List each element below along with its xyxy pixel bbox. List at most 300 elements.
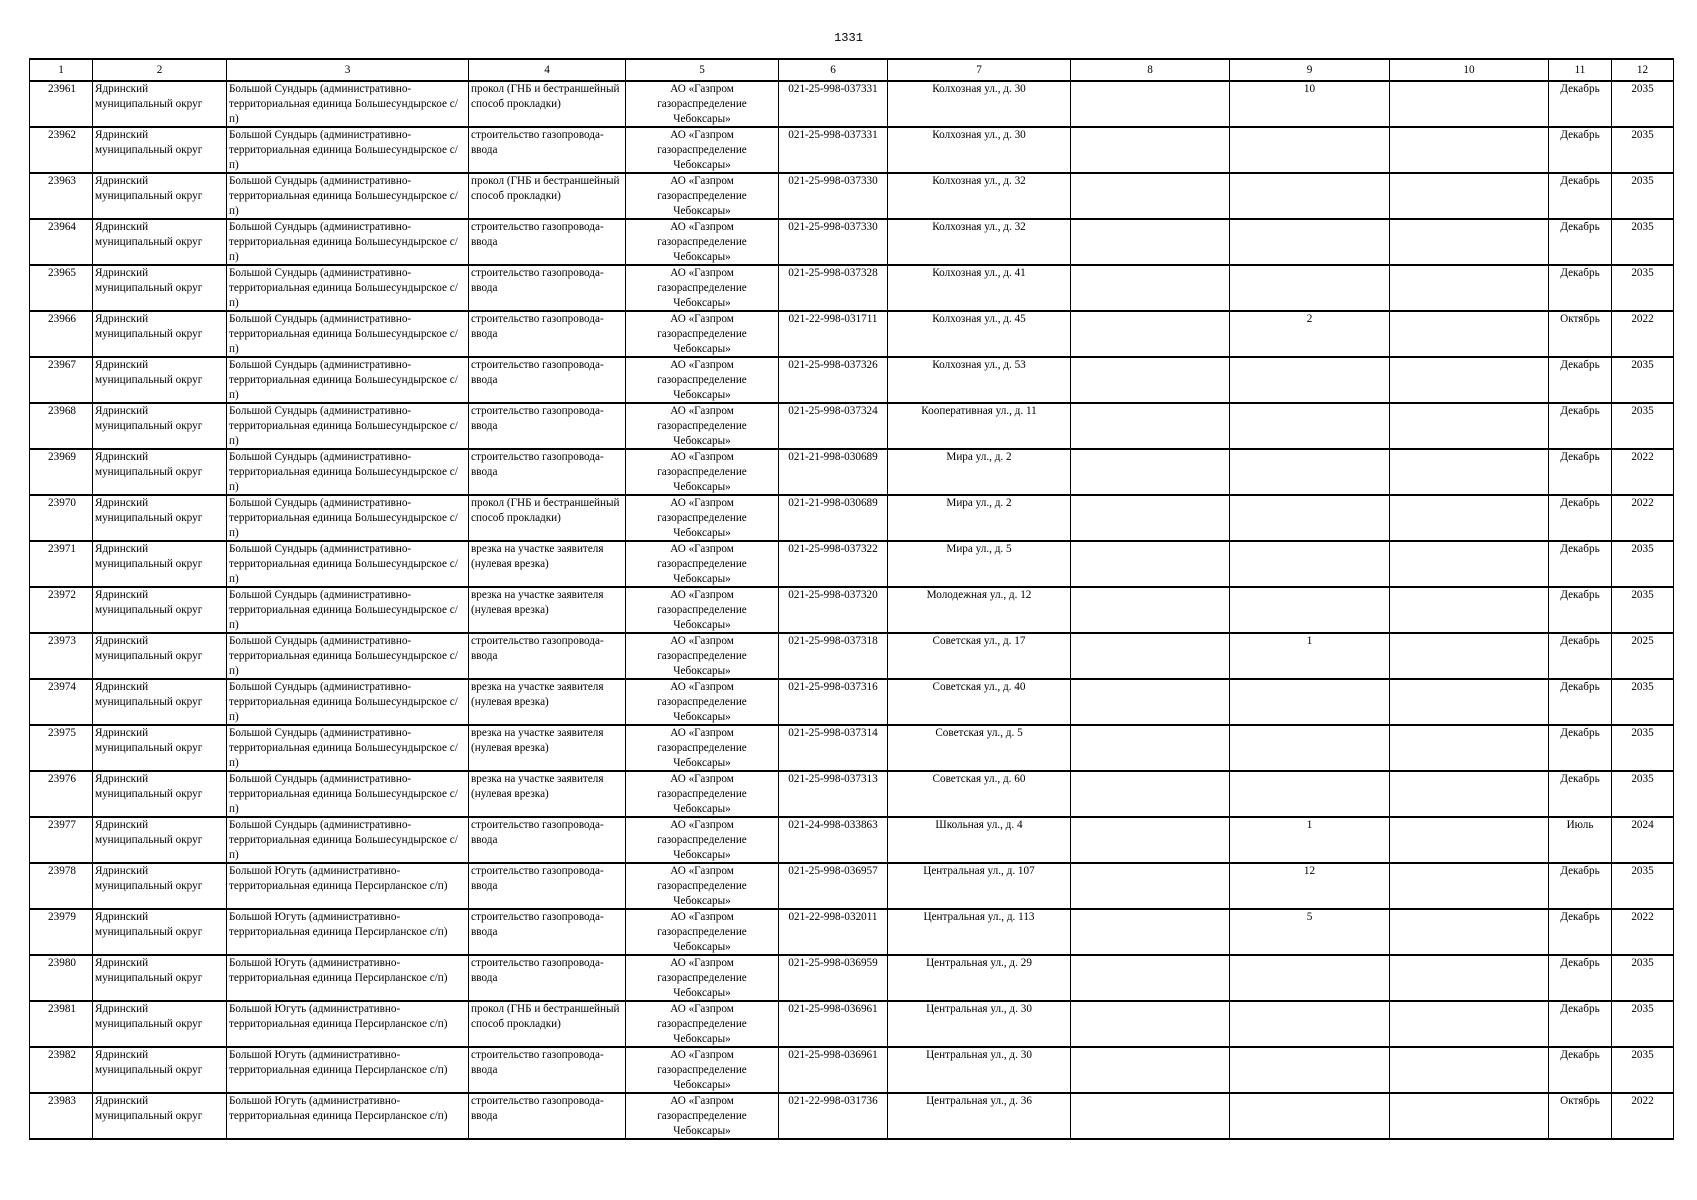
cell-district [93, 587, 227, 633]
cell-month [1549, 541, 1612, 587]
table-row [30, 725, 1674, 771]
cell-address [888, 127, 1071, 173]
cell-col-8 [1071, 909, 1230, 955]
cell-text: Большой Сундырь (административно-территориальная единица Большесундырское с/п) [229, 773, 458, 815]
cell-text [1232, 542, 1387, 586]
cell-object-code [779, 127, 888, 173]
cell-text: Ядринский муниципальный округ [95, 957, 203, 984]
cell-text [1073, 818, 1227, 862]
cell-text: 1 [1306, 819, 1313, 831]
cell-text: Центральная ул., д. 107 [923, 865, 1035, 877]
cell-text: Ядринский муниципальный округ [95, 83, 203, 110]
cell-object-code [779, 955, 888, 1001]
cell-work-type [469, 817, 626, 863]
cell-address [888, 173, 1071, 219]
cell-year [1612, 495, 1674, 541]
cell-text [1073, 542, 1227, 586]
cell-object-code [779, 357, 888, 403]
cell-object-code [779, 1047, 888, 1093]
cell-text: Декабрь [1560, 865, 1600, 877]
cell-organization [626, 449, 779, 495]
cell-text [1392, 220, 1546, 264]
cell-district [93, 265, 227, 311]
cell-text: АО «Газпром газораспределение Чебоксары» [657, 681, 747, 723]
cell-text: Ядринский муниципальный округ [95, 635, 203, 662]
cell-object-code [779, 679, 888, 725]
cell-text: строительство газопровода-ввода [471, 221, 604, 248]
cell-object-code [779, 1093, 888, 1139]
cell-text [1232, 496, 1387, 540]
cell-text: Декабрь [1560, 129, 1600, 141]
cell-object-code [779, 863, 888, 909]
cell-district [93, 725, 227, 771]
table-row [30, 357, 1674, 403]
cell-text [1073, 772, 1227, 816]
cell-month [1549, 633, 1612, 679]
cell-text: 23973 [48, 635, 76, 647]
cell-text: 1 [1306, 635, 1313, 647]
cell-text: 021-25-998-037324 [788, 405, 878, 417]
cell-object-code [779, 771, 888, 817]
cell-text: Центральная ул., д. 113 [923, 911, 1035, 923]
cell-text: 23979 [48, 911, 76, 923]
cell-text: 2035 [1631, 957, 1654, 969]
cell-object-code [779, 311, 888, 357]
cell-address [888, 311, 1071, 357]
cell-text [1232, 588, 1387, 632]
cell-text: Ядринский муниципальный округ [95, 129, 203, 156]
table-row [30, 1093, 1674, 1139]
cell-text: 021-22-998-032011 [788, 911, 878, 923]
cell-text: 2035 [1631, 175, 1654, 187]
cell-district [93, 1047, 227, 1093]
table-row [30, 679, 1674, 725]
cell-text: 021-22-998-031711 [788, 313, 878, 325]
table-row [30, 311, 1674, 357]
cell-row-number [30, 817, 93, 863]
cell-text [1232, 220, 1387, 264]
cell-text: Колхозная ул., д. 32 [932, 175, 1026, 187]
cell-settlement [227, 311, 469, 357]
cell-col-8 [1071, 817, 1230, 863]
table-row [30, 541, 1674, 587]
cell-col-10 [1390, 541, 1549, 587]
cell-text: Ядринский муниципальный округ [95, 911, 203, 938]
cell-year [1612, 725, 1674, 771]
cell-text [1073, 588, 1227, 632]
cell-year [1612, 587, 1674, 633]
cell-text: 2035 [1631, 543, 1654, 555]
cell-month [1549, 449, 1612, 495]
cell-text: 23970 [48, 497, 76, 509]
cell-col-8 [1071, 771, 1230, 817]
cell-row-number [30, 265, 93, 311]
cell-text: Большой Югуть (административно-территориальная единица Персирланское с/п) [229, 865, 448, 892]
cell-text [1232, 1048, 1387, 1092]
cell-text: 2022 [1631, 911, 1654, 923]
cell-address [888, 863, 1071, 909]
cell-month [1549, 817, 1612, 863]
cell-year [1612, 817, 1674, 863]
cell-year [1612, 771, 1674, 817]
cell-text: Декабрь [1560, 221, 1600, 233]
cell-work-type [469, 633, 626, 679]
cell-text: врезка на участке заявителя (нулевая врезка) [471, 773, 604, 800]
cell-text: Советская ул., д. 5 [935, 727, 1023, 739]
cell-text: 2035 [1631, 727, 1654, 739]
cell-work-type [469, 725, 626, 771]
cell-settlement [227, 1047, 469, 1093]
table-row [30, 219, 1674, 265]
cell-text: 5 [1306, 911, 1313, 923]
cell-month [1549, 587, 1612, 633]
cell-work-type [469, 127, 626, 173]
cell-text: строительство газопровода-ввода [471, 635, 604, 662]
cell-text [1073, 266, 1227, 310]
cell-text: 2035 [1631, 773, 1654, 785]
cell-text: АО «Газпром газораспределение Чебоксары» [657, 957, 747, 999]
header-row [30, 59, 1674, 81]
cell-text [1232, 266, 1387, 310]
cell-organization [626, 863, 779, 909]
cell-address [888, 1001, 1071, 1047]
cell-col-9 [1230, 863, 1390, 909]
cell-text: 2035 [1631, 129, 1654, 141]
cell-col-8 [1071, 587, 1230, 633]
cell-col-10 [1390, 1047, 1549, 1093]
cell-text: Декабрь [1560, 83, 1600, 95]
cell-year [1612, 1047, 1674, 1093]
cell-text: Декабрь [1560, 359, 1600, 371]
cell-settlement [227, 541, 469, 587]
cell-text: 021-25-998-037316 [788, 681, 878, 693]
cell-text: Мира ул., д. 2 [946, 451, 1012, 463]
cell-work-type [469, 541, 626, 587]
cell-text: строительство газопровода-ввода [471, 359, 604, 386]
cell-col-8 [1071, 265, 1230, 311]
cell-address [888, 725, 1071, 771]
cell-col-8 [1071, 173, 1230, 219]
column-header: 8 [1071, 59, 1230, 81]
cell-object-code [779, 173, 888, 219]
cell-text: Колхозная ул., д. 53 [932, 359, 1026, 371]
cell-year [1612, 173, 1674, 219]
column-header: 12 [1612, 59, 1674, 81]
table-row [30, 1047, 1674, 1093]
cell-text: Советская ул., д. 40 [932, 681, 1026, 693]
cell-text: Советская ул., д. 17 [932, 635, 1026, 647]
cell-text: строительство газопровода-ввода [471, 451, 604, 478]
cell-col-8 [1071, 1001, 1230, 1047]
cell-text: АО «Газпром газораспределение Чебоксары» [657, 221, 747, 263]
cell-text: 2025 [1631, 635, 1654, 647]
cell-col-8 [1071, 219, 1230, 265]
cell-object-code [779, 81, 888, 127]
table-body [30, 81, 1674, 1139]
cell-text: 2035 [1631, 1003, 1654, 1015]
cell-month [1549, 265, 1612, 311]
cell-district [93, 403, 227, 449]
cell-work-type [469, 173, 626, 219]
cell-organization [626, 127, 779, 173]
cell-text: Большой Югуть (административно-территориальная единица Персирланское с/п) [229, 911, 448, 938]
cell-settlement [227, 127, 469, 173]
cell-text: строительство газопровода-ввода [471, 313, 604, 340]
cell-district [93, 955, 227, 1001]
cell-organization [626, 541, 779, 587]
cell-text: 2035 [1631, 865, 1654, 877]
cell-work-type [469, 1001, 626, 1047]
cell-col-10 [1390, 909, 1549, 955]
cell-text [1392, 358, 1546, 402]
cell-text [1392, 1094, 1546, 1138]
cell-text: Центральная ул., д. 29 [926, 957, 1032, 969]
cell-settlement [227, 219, 469, 265]
cell-row-number [30, 1093, 93, 1139]
cell-col-10 [1390, 127, 1549, 173]
cell-text: АО «Газпром газораспределение Чебоксары» [657, 313, 747, 355]
cell-text: 2022 [1631, 1095, 1654, 1107]
cell-col-10 [1390, 219, 1549, 265]
cell-text: 2035 [1631, 1049, 1654, 1061]
cell-col-9 [1230, 495, 1390, 541]
cell-row-number [30, 127, 93, 173]
cell-text: 021-25-998-037318 [788, 635, 878, 647]
cell-col-10 [1390, 771, 1549, 817]
cell-text: Большой Сундырь (административно-территориальная единица Большесундырское с/п) [229, 313, 458, 355]
table-row [30, 449, 1674, 495]
cell-work-type [469, 771, 626, 817]
cell-text: Ядринский муниципальный округ [95, 1049, 203, 1076]
cell-settlement [227, 265, 469, 311]
cell-object-code [779, 1001, 888, 1047]
cell-text: 021-25-998-037313 [788, 773, 878, 785]
cell-text: 021-25-998-037331 [788, 83, 878, 95]
cell-text [1232, 404, 1387, 448]
cell-text [1232, 956, 1387, 1000]
cell-address [888, 541, 1071, 587]
cell-text [1392, 174, 1546, 218]
cell-text: Ядринский муниципальный округ [95, 359, 203, 386]
cell-year [1612, 219, 1674, 265]
cell-settlement [227, 955, 469, 1001]
cell-text: Большой Югуть (административно-территориальная единица Персирланское с/п) [229, 957, 448, 984]
cell-district [93, 679, 227, 725]
cell-text [1073, 1094, 1227, 1138]
cell-row-number [30, 725, 93, 771]
cell-text: Ядринский муниципальный округ [95, 681, 203, 708]
cell-text [1232, 680, 1387, 724]
cell-month [1549, 173, 1612, 219]
cell-col-10 [1390, 311, 1549, 357]
cell-text: 2022 [1631, 451, 1654, 463]
cell-text: 23969 [48, 451, 76, 463]
column-header: 1 [30, 59, 93, 81]
cell-text [1073, 956, 1227, 1000]
cell-text: Октябрь [1560, 313, 1600, 325]
column-header: 2 [93, 59, 227, 81]
cell-address [888, 587, 1071, 633]
cell-year [1612, 1001, 1674, 1047]
cell-col-9 [1230, 81, 1390, 127]
cell-work-type [469, 311, 626, 357]
cell-text: 23968 [48, 405, 76, 417]
cell-text: Ядринский муниципальный округ [95, 589, 203, 616]
cell-text: Ядринский муниципальный округ [95, 543, 203, 570]
cell-text: 23963 [48, 175, 76, 187]
cell-col-8 [1071, 127, 1230, 173]
cell-text: 021-25-998-036959 [788, 957, 878, 969]
cell-district [93, 1093, 227, 1139]
cell-col-9 [1230, 909, 1390, 955]
cell-organization [626, 633, 779, 679]
cell-organization [626, 1001, 779, 1047]
cell-organization [626, 725, 779, 771]
cell-text: Мира ул., д. 2 [946, 497, 1012, 509]
cell-text [1232, 772, 1387, 816]
cell-text: прокол (ГНБ и бестраншейный способ прокладки) [471, 1003, 620, 1030]
cell-month [1549, 909, 1612, 955]
cell-month [1549, 1047, 1612, 1093]
cell-month [1549, 955, 1612, 1001]
cell-year [1612, 909, 1674, 955]
cell-col-9 [1230, 127, 1390, 173]
cell-district [93, 219, 227, 265]
cell-text: Декабрь [1560, 1003, 1600, 1015]
column-header: 6 [779, 59, 888, 81]
cell-district [93, 817, 227, 863]
cell-text: Большой Югуть (административно-территориальная единица Персирланское с/п) [229, 1049, 448, 1076]
cell-text: Ядринский муниципальный округ [95, 313, 203, 340]
cell-organization [626, 265, 779, 311]
cell-work-type [469, 1047, 626, 1093]
cell-col-10 [1390, 403, 1549, 449]
cell-text: Кооперативная ул., д. 11 [921, 405, 1037, 417]
cell-text: строительство газопровода-ввода [471, 957, 604, 984]
cell-row-number [30, 909, 93, 955]
cell-text [1392, 496, 1546, 540]
cell-text: 021-24-998-033863 [788, 819, 878, 831]
cell-col-10 [1390, 265, 1549, 311]
cell-text: АО «Газпром газораспределение Чебоксары» [657, 267, 747, 309]
cell-text: Ядринский муниципальный округ [95, 405, 203, 432]
cell-col-9 [1230, 587, 1390, 633]
cell-text: Колхозная ул., д. 30 [932, 83, 1026, 95]
cell-text [1073, 220, 1227, 264]
cell-col-10 [1390, 357, 1549, 403]
cell-text: строительство газопровода-ввода [471, 819, 604, 846]
cell-text: 2022 [1631, 497, 1654, 509]
cell-month [1549, 1093, 1612, 1139]
cell-settlement [227, 449, 469, 495]
cell-text: Ядринский муниципальный округ [95, 175, 203, 202]
cell-col-10 [1390, 173, 1549, 219]
cell-text: Большой Сундырь (административно-территориальная единица Большесундырское с/п) [229, 175, 458, 217]
cell-district [93, 173, 227, 219]
cell-work-type [469, 1093, 626, 1139]
cell-text [1392, 772, 1546, 816]
cell-object-code [779, 541, 888, 587]
cell-year [1612, 311, 1674, 357]
cell-text [1392, 312, 1546, 356]
cell-text: Декабрь [1560, 635, 1600, 647]
cell-object-code [779, 219, 888, 265]
cell-text: АО «Газпром газораспределение Чебоксары» [657, 911, 747, 953]
cell-row-number [30, 173, 93, 219]
cell-text: 23976 [48, 773, 76, 785]
cell-text: Колхозная ул., д. 45 [932, 313, 1026, 325]
cell-text: 021-25-998-037320 [788, 589, 878, 601]
cell-text [1392, 450, 1546, 494]
cell-text: строительство газопровода-ввода [471, 129, 604, 156]
cell-text: строительство газопровода-ввода [471, 405, 604, 432]
cell-address [888, 909, 1071, 955]
cell-text: 23962 [48, 129, 76, 141]
cell-month [1549, 357, 1612, 403]
cell-work-type [469, 863, 626, 909]
cell-text: врезка на участке заявителя (нулевая врезка) [471, 589, 604, 616]
cell-work-type [469, 909, 626, 955]
cell-organization [626, 357, 779, 403]
cell-text [1392, 634, 1546, 678]
cell-month [1549, 1001, 1612, 1047]
cell-col-10 [1390, 679, 1549, 725]
cell-text [1232, 450, 1387, 494]
cell-text: 23978 [48, 865, 76, 877]
cell-organization [626, 955, 779, 1001]
cell-text [1073, 1002, 1227, 1046]
cell-text: Большой Сундырь (административно-территориальная единица Большесундырское с/п) [229, 543, 458, 585]
cell-district [93, 449, 227, 495]
cell-col-10 [1390, 633, 1549, 679]
cell-text: Декабрь [1560, 497, 1600, 509]
cell-text [1392, 726, 1546, 770]
cell-organization [626, 817, 779, 863]
table-row [30, 127, 1674, 173]
column-header: 5 [626, 59, 779, 81]
cell-text: Декабрь [1560, 727, 1600, 739]
cell-col-8 [1071, 495, 1230, 541]
cell-settlement [227, 81, 469, 127]
cell-text [1073, 82, 1227, 126]
cell-col-9 [1230, 311, 1390, 357]
cell-text: 23980 [48, 957, 76, 969]
cell-col-9 [1230, 725, 1390, 771]
cell-row-number [30, 541, 93, 587]
cell-organization [626, 495, 779, 541]
cell-text: АО «Газпром газораспределение Чебоксары» [657, 497, 747, 539]
cell-col-10 [1390, 955, 1549, 1001]
cell-text: 021-25-998-037314 [788, 727, 878, 739]
cell-row-number [30, 219, 93, 265]
cell-col-10 [1390, 817, 1549, 863]
cell-text: Большой Югуть (административно-территориальная единица Персирланское с/п) [229, 1095, 448, 1122]
cell-text [1392, 82, 1546, 126]
cell-settlement [227, 587, 469, 633]
cell-col-9 [1230, 955, 1390, 1001]
cell-row-number [30, 311, 93, 357]
cell-work-type [469, 265, 626, 311]
cell-object-code [779, 587, 888, 633]
cell-text: 021-25-998-036957 [788, 865, 878, 877]
cell-col-9 [1230, 173, 1390, 219]
cell-text: АО «Газпром газораспределение Чебоксары» [657, 1003, 747, 1045]
cell-text [1392, 680, 1546, 724]
cell-text: Декабрь [1560, 589, 1600, 601]
table-row [30, 863, 1674, 909]
cell-work-type [469, 495, 626, 541]
cell-address [888, 265, 1071, 311]
